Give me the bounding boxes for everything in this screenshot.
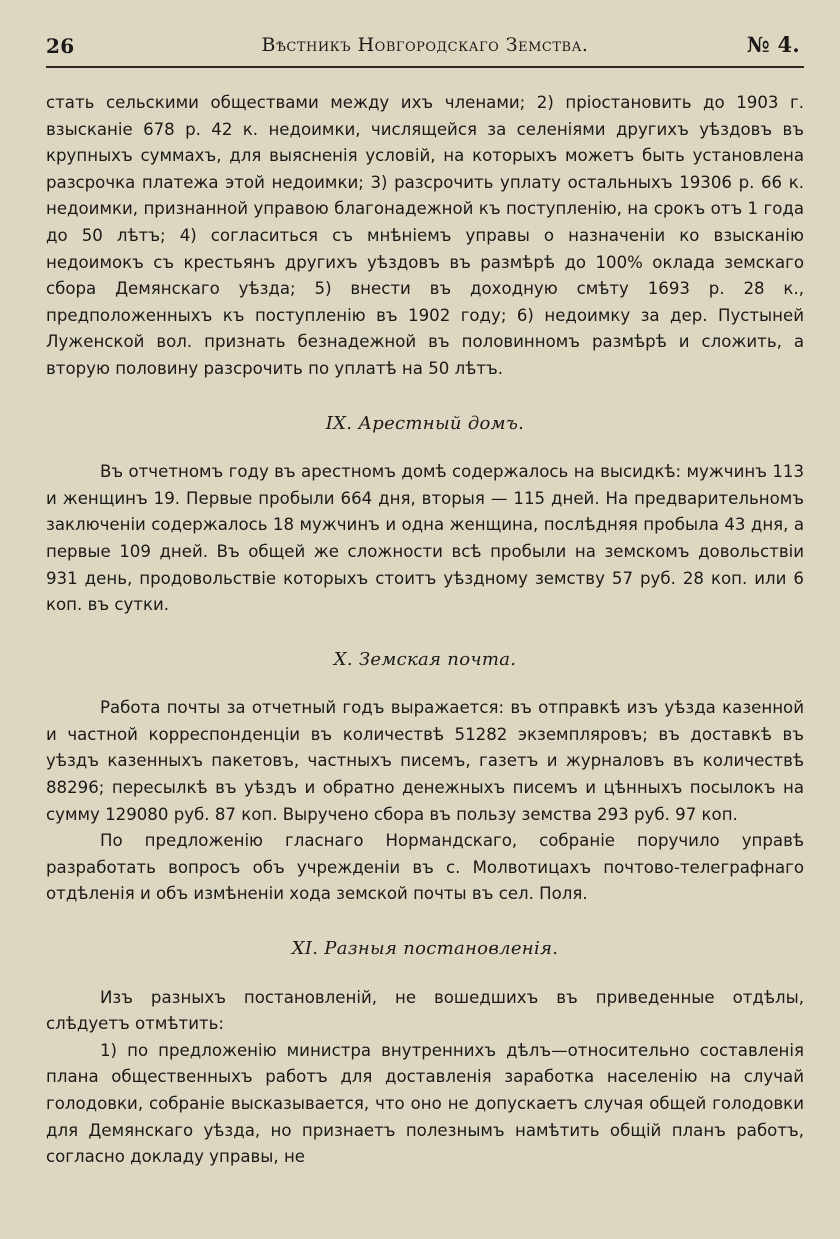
section-11-paragraph-2: 1) по предложенію министра внутреннихъ дѣлъ—относительно составленія плана общественныхъ работъ для доставленія заработка населенію на случай голодовки, собраніе высказывается, что оно не допускаетъ случая общей голодовки для Демянскаго уѣзда, но признаетъ полезнымъ намѣтить общій планъ работъ, согласно докладу управы, не	[46, 1040, 804, 1167]
page-number: 26	[46, 34, 75, 58]
section-11-heading: XI. Разныя постановленія.	[291, 938, 559, 960]
issue-number: № 4.	[746, 32, 800, 57]
paragraph-intro: стать сельскими обществами между ихъ членами; 2) пріостановить до 1903 г. взысканіе 678 р. 42 к. недоимки, числящейся за селеніями другихъ уѣздовъ въ крупныхъ суммахъ, для выясненія условій, на которыхъ можетъ быть установлена разсрочка платежа этой недоимки; 3) разсрочить уплату остальныхъ 19306 р. 66 к. недоимки, признанной управою благонадежной къ поступленію, на срокъ отъ 1 года до 50 лѣтъ; 4) согласиться съ мнѣніемъ управы о назначеніи ко взысканію недоимокъ съ крестьянъ другихъ уѣздовъ въ размѣрѣ до 100% оклада земскаго сбора Демянскаго уѣзда; 5) внести въ доходную смѣту 1693 р. 28 к., предположенныхъ къ поступленію въ 1902 году; 6) недоимку за дер. Пустыней Луженской вол. признать безнадежной въ половинномъ размѣрѣ и сложить, а вторую половину разсрочить по уплатѣ на 50 лѣтъ.	[46, 93, 804, 378]
document-body	[46, 90, 804, 1171]
header-rule	[46, 66, 804, 68]
section-9-heading: IX. Арестный домъ.	[325, 412, 525, 434]
section-10-paragraph-2: По предложенію гласнаго Нормандскаго, собраніе поручило управѣ разработать вопросъ объ учрежденіи въ с. Молвотицахъ почтово-телеграфнаго отдѣленія и объ измѣненіи хода земской почты въ сел. Поля.	[46, 831, 804, 904]
section-10-paragraph-1: Работа почты за отчетный годъ выражается: въ отправкѣ изъ уѣзда казенной и частной корреспонденціи въ количествѣ 51282 экземпляровъ; въ доставкѣ въ уѣздъ казенныхъ пакетовъ, частныхъ писемъ, газетъ и журналовъ въ количествѣ 88296; пересылкѣ въ уѣздъ и обратно денежныхъ писемъ и цѣнныхъ посылокъ на сумму 129080 руб. 87 коп. Выручено сбора въ пользу земства 293 руб. 97 коп.	[46, 698, 804, 824]
section-10-heading: X. Земская почта.	[333, 648, 517, 670]
journal-title: Вѣстникъ Новгородскаго Земства.	[261, 34, 589, 56]
running-header	[46, 30, 804, 66]
section-11-paragraph-1: Изъ разныхъ постановленій, не вошедшихъ въ приведенные отдѣлы, слѣдуетъ отмѣтить:	[46, 987, 804, 1034]
section-9-paragraph: Въ отчетномъ году въ арестномъ домѣ содержалось на высидкѣ: мужчинъ 113 и женщинъ 19. Первые пробыли 664 дня, вторыя — 115 дней. На предварительномъ заключеніи содержалось 18 мужчинъ и одна женщина, послѣдняя пробыла 43 дня, а первые 109 дней. Въ общей же сложности всѣ пробыли на земскомъ довольствіи 931 день, продовольствіе которыхъ стоитъ уѣздному земству 57 руб. 28 коп. или 6 коп. въ сутки.	[46, 462, 804, 615]
